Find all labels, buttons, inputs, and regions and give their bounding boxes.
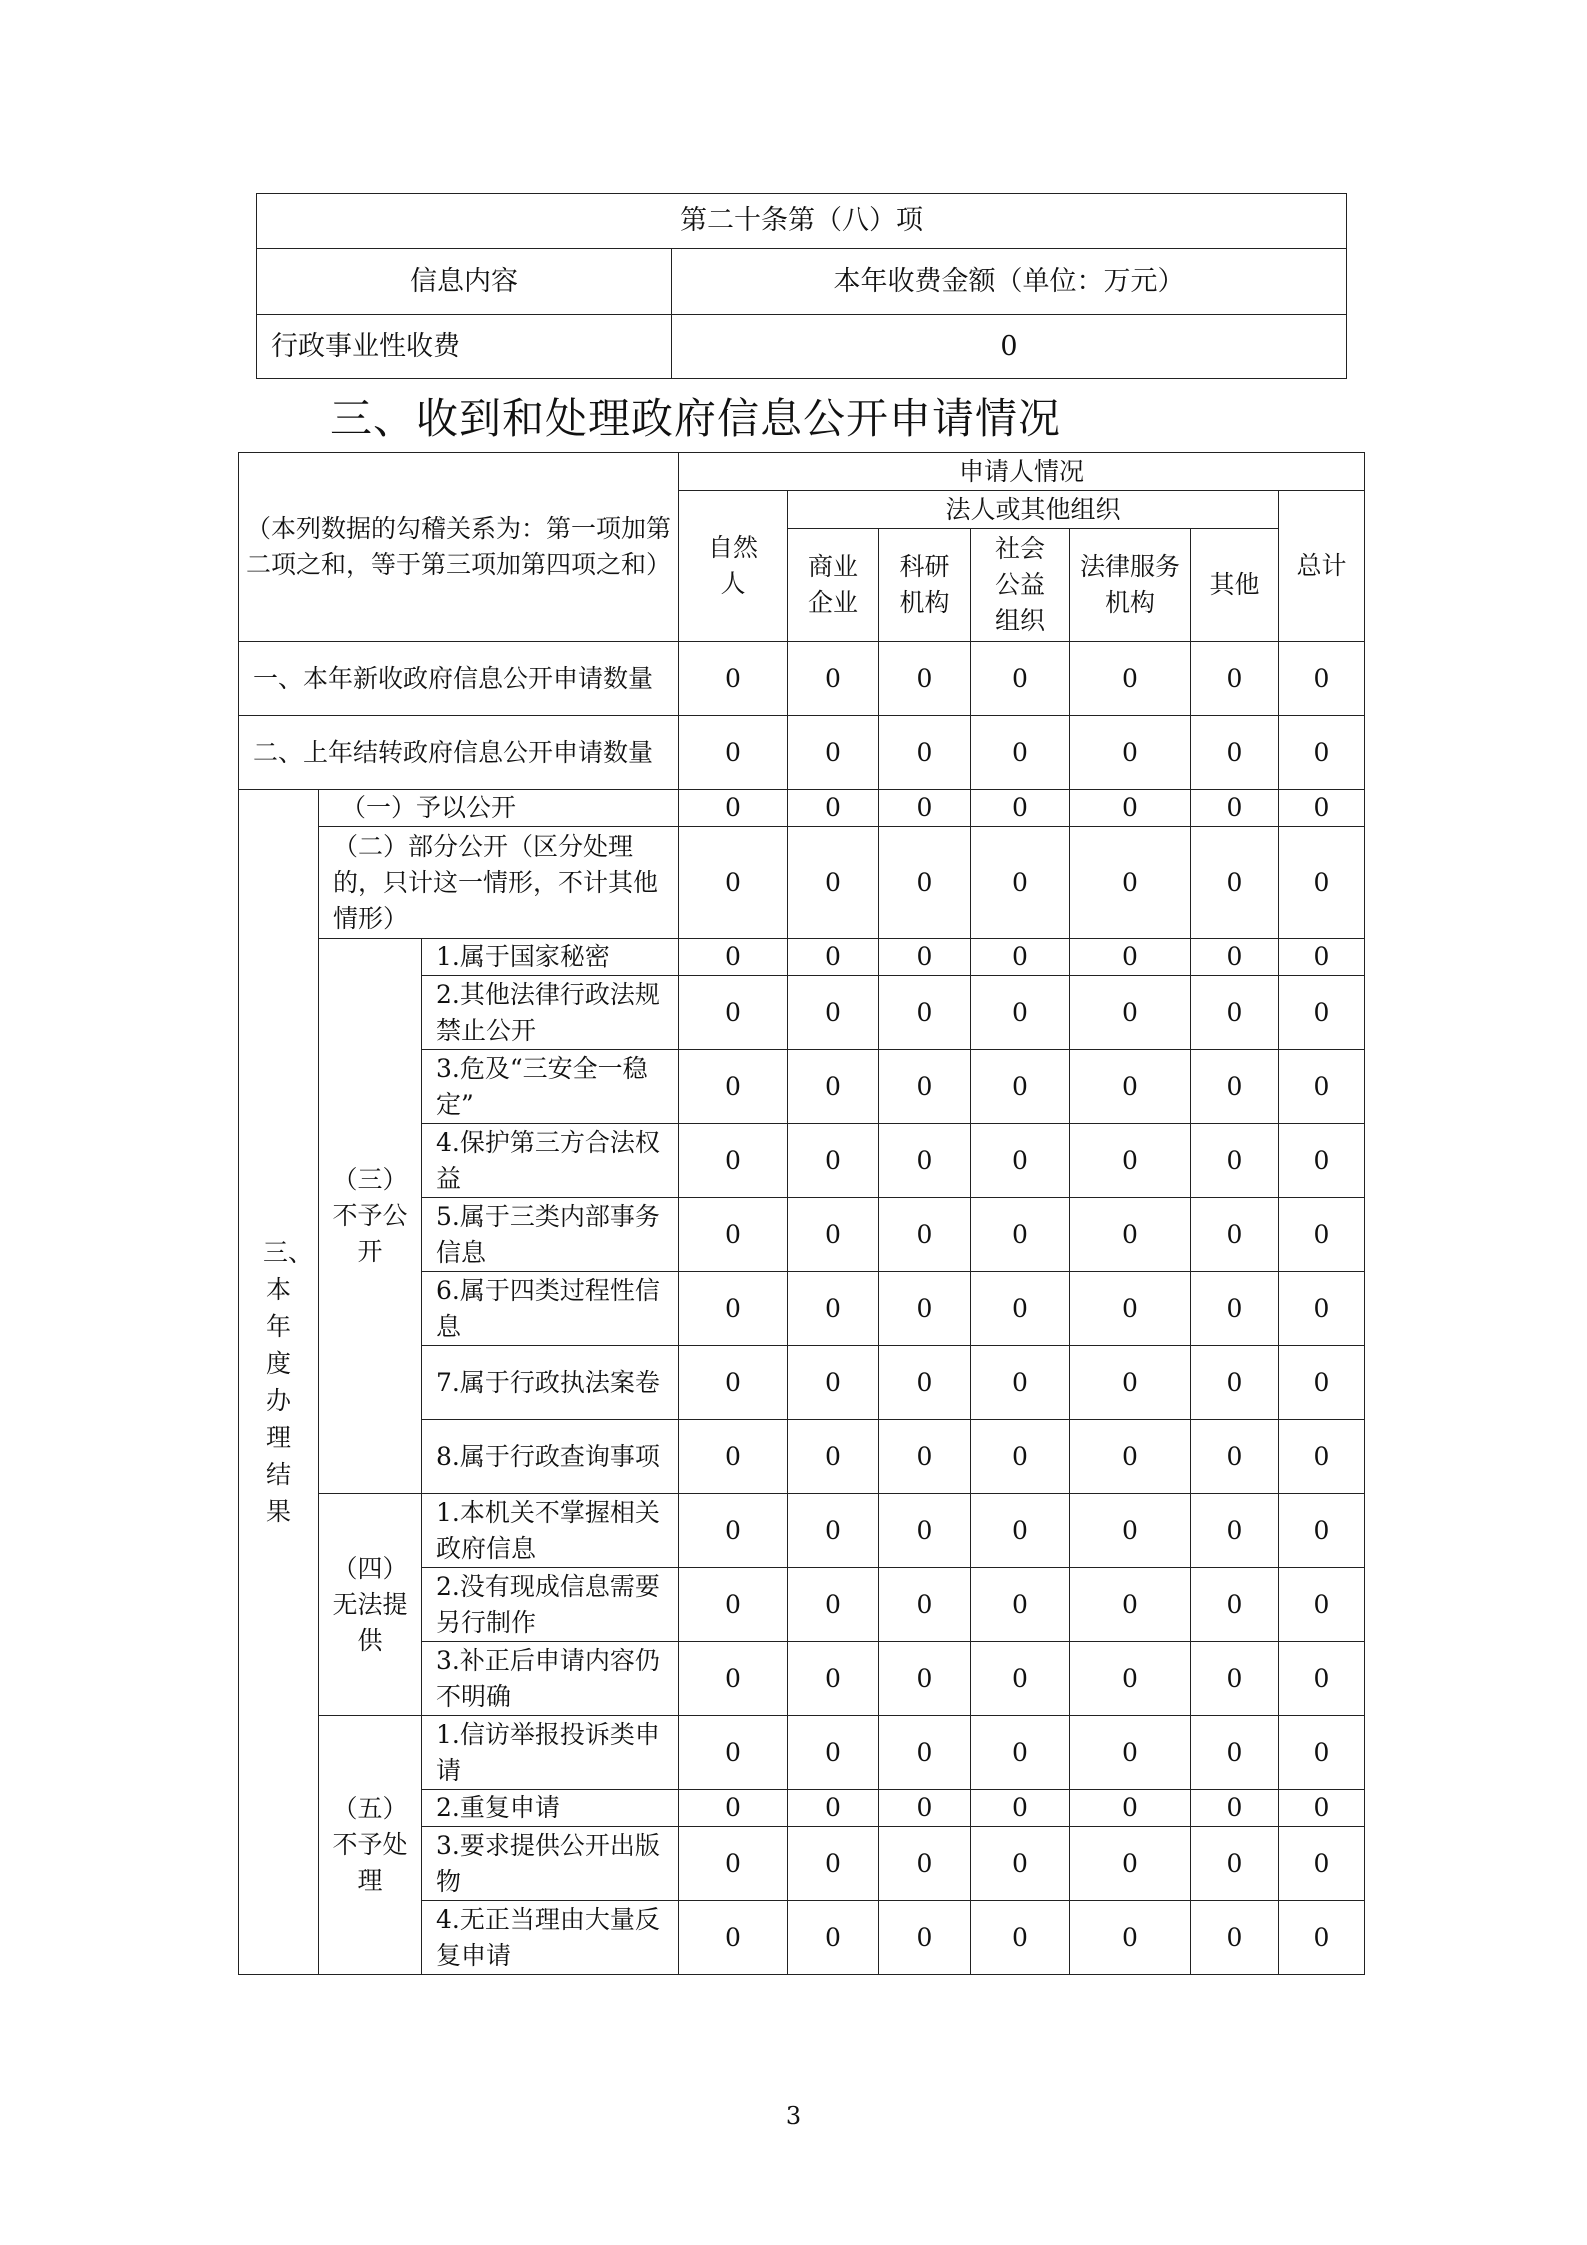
applicant-header: 申请人情况 xyxy=(679,453,1365,491)
value-cell: 0 xyxy=(1279,939,1365,976)
value-cell: 0 xyxy=(1191,1346,1279,1420)
value-cell: 0 xyxy=(1191,939,1279,976)
value-cell: 0 xyxy=(679,716,788,790)
fee-table xyxy=(256,193,1347,379)
value-cell: 0 xyxy=(788,1827,879,1901)
value-cell: 0 xyxy=(1191,1901,1279,1975)
value-cell: 0 xyxy=(879,939,971,976)
value-cell: 0 xyxy=(788,1346,879,1420)
value-cell: 0 xyxy=(971,642,1070,716)
value-cell: 0 xyxy=(1070,1050,1191,1124)
value-cell: 0 xyxy=(1191,716,1279,790)
value-cell: 0 xyxy=(971,716,1070,790)
value-cell: 0 xyxy=(1191,1494,1279,1568)
value-cell: 0 xyxy=(1070,790,1191,827)
value-cell: 0 xyxy=(1279,1827,1365,1901)
value-cell: 0 xyxy=(679,939,788,976)
value-cell: 0 xyxy=(679,1272,788,1346)
value-cell: 0 xyxy=(679,1790,788,1827)
value-cell: 0 xyxy=(788,1716,879,1790)
value-cell: 0 xyxy=(1070,1124,1191,1198)
value-cell: 0 xyxy=(971,827,1070,939)
value-cell: 0 xyxy=(788,716,879,790)
cat-not-open-label: （三）不予公开 xyxy=(319,939,422,1494)
value-cell: 0 xyxy=(1070,827,1191,939)
value-cell: 0 xyxy=(879,1642,971,1716)
value-cell: 0 xyxy=(971,1272,1070,1346)
value-cell: 0 xyxy=(879,716,971,790)
value-cell: 0 xyxy=(679,827,788,939)
fee-table-title: 第二十条第（八）项 xyxy=(257,194,1347,249)
legal-group-header: 法人或其他组织 xyxy=(788,491,1279,529)
col-research: 科研机构 xyxy=(879,529,971,642)
value-cell: 0 xyxy=(1070,1716,1191,1790)
value-cell: 0 xyxy=(679,1124,788,1198)
value-cell: 0 xyxy=(971,939,1070,976)
value-cell: 0 xyxy=(879,976,971,1050)
value-cell: 0 xyxy=(788,1568,879,1642)
value-cell: 0 xyxy=(1191,976,1279,1050)
page-number: 3 xyxy=(785,2102,802,2130)
value-cell: 0 xyxy=(1070,1420,1191,1494)
cat-no-process-label: （五）不予处理 xyxy=(319,1716,422,1975)
value-cell: 0 xyxy=(879,827,971,939)
value-cell: 0 xyxy=(1191,1272,1279,1346)
value-cell: 0 xyxy=(679,1420,788,1494)
value-cell: 0 xyxy=(1191,1050,1279,1124)
value-cell: 0 xyxy=(788,642,879,716)
value-cell: 0 xyxy=(679,1827,788,1901)
value-cell: 0 xyxy=(788,1642,879,1716)
value-cell: 0 xyxy=(971,1827,1070,1901)
value-cell: 0 xyxy=(1070,1642,1191,1716)
value-cell: 0 xyxy=(1279,827,1365,939)
value-cell: 0 xyxy=(879,1568,971,1642)
value-cell: 0 xyxy=(971,790,1070,827)
value-cell: 0 xyxy=(879,1272,971,1346)
value-cell: 0 xyxy=(788,790,879,827)
value-cell: 0 xyxy=(971,1568,1070,1642)
value-cell: 0 xyxy=(788,1901,879,1975)
value-cell: 0 xyxy=(788,976,879,1050)
table-row xyxy=(239,1716,1365,1790)
value-cell: 0 xyxy=(788,1272,879,1346)
value-cell: 0 xyxy=(1191,1420,1279,1494)
cat-cannot-label: （四）无法提供 xyxy=(319,1494,422,1716)
cannot-item: 2.没有现成信息需要另行制作 xyxy=(422,1568,679,1642)
value-cell: 0 xyxy=(1191,790,1279,827)
value-cell: 0 xyxy=(1070,1568,1191,1642)
no-process-item: 3.要求提供公开出版物 xyxy=(422,1827,679,1901)
value-cell: 0 xyxy=(879,1716,971,1790)
value-cell: 0 xyxy=(679,642,788,716)
value-cell: 0 xyxy=(971,1494,1070,1568)
value-cell: 0 xyxy=(788,1790,879,1827)
no-process-item: 2.重复申请 xyxy=(422,1790,679,1827)
value-cell: 0 xyxy=(1070,1198,1191,1272)
value-cell: 0 xyxy=(1279,642,1365,716)
table-row xyxy=(239,1494,1365,1568)
value-cell: 0 xyxy=(788,1198,879,1272)
value-cell: 0 xyxy=(879,1198,971,1272)
section-title: 三、收到和处理政府信息公开申请情况 xyxy=(330,394,1062,443)
value-cell: 0 xyxy=(971,1050,1070,1124)
fee-row-value: 0 xyxy=(672,315,1347,379)
value-cell: 0 xyxy=(1070,1346,1191,1420)
cannot-item: 3.补正后申请内容仍不明确 xyxy=(422,1642,679,1716)
value-cell: 0 xyxy=(879,1901,971,1975)
value-cell: 0 xyxy=(1279,1346,1365,1420)
col-public-welfare: 社会公益组织 xyxy=(971,529,1070,642)
value-cell: 0 xyxy=(679,1568,788,1642)
value-cell: 0 xyxy=(1191,1568,1279,1642)
not-open-item: 7.属于行政执法案卷 xyxy=(422,1346,679,1420)
value-cell: 0 xyxy=(679,790,788,827)
value-cell: 0 xyxy=(1279,1124,1365,1198)
value-cell: 0 xyxy=(1279,1272,1365,1346)
no-process-item: 1.信访举报投诉类申请 xyxy=(422,1716,679,1790)
cat-open-label: （一）予以公开 xyxy=(319,790,679,827)
value-cell: 0 xyxy=(1070,716,1191,790)
no-process-item: 4.无正当理由大量反复申请 xyxy=(422,1901,679,1975)
cannot-item: 1.本机关不掌握相关政府信息 xyxy=(422,1494,679,1568)
value-cell: 0 xyxy=(788,1124,879,1198)
value-cell: 0 xyxy=(1279,1568,1365,1642)
value-cell: 0 xyxy=(1191,1198,1279,1272)
value-cell: 0 xyxy=(679,976,788,1050)
value-cell: 0 xyxy=(1279,1494,1365,1568)
value-cell: 0 xyxy=(879,642,971,716)
value-cell: 0 xyxy=(971,1901,1070,1975)
value-cell: 0 xyxy=(879,1124,971,1198)
value-cell: 0 xyxy=(679,1716,788,1790)
value-cell: 0 xyxy=(679,1494,788,1568)
value-cell: 0 xyxy=(1279,1420,1365,1494)
value-cell: 0 xyxy=(1279,1716,1365,1790)
corner-note: （本列数据的勾稽关系为：第一项加第二项之和，等于第三项加第四项之和） xyxy=(239,453,679,642)
value-cell: 0 xyxy=(879,1494,971,1568)
not-open-item: 2.其他法律行政法规禁止公开 xyxy=(422,976,679,1050)
value-cell: 0 xyxy=(1070,939,1191,976)
value-cell: 0 xyxy=(788,1494,879,1568)
value-cell: 0 xyxy=(971,1642,1070,1716)
table-row xyxy=(239,790,1365,827)
value-cell: 0 xyxy=(788,827,879,939)
fee-col-amount: 本年收费金额（单位：万元） xyxy=(672,249,1347,315)
value-cell: 0 xyxy=(1279,1050,1365,1124)
result-section-label: 三、本年度办理结果 xyxy=(239,790,319,1975)
table-row xyxy=(239,827,1365,939)
value-cell: 0 xyxy=(679,1642,788,1716)
value-cell: 0 xyxy=(679,1198,788,1272)
value-cell: 0 xyxy=(1191,1790,1279,1827)
value-cell: 0 xyxy=(1070,1827,1191,1901)
value-cell: 0 xyxy=(1070,1790,1191,1827)
value-cell: 0 xyxy=(971,1716,1070,1790)
col-commercial: 商业企业 xyxy=(788,529,879,642)
table-row xyxy=(239,642,1365,716)
table-row xyxy=(239,939,1365,976)
value-cell: 0 xyxy=(879,1420,971,1494)
row-carry-label: 二、上年结转政府信息公开申请数量 xyxy=(239,716,679,790)
value-cell: 0 xyxy=(879,790,971,827)
col-total: 总计 xyxy=(1279,491,1365,642)
value-cell: 0 xyxy=(1191,1827,1279,1901)
value-cell: 0 xyxy=(1191,1124,1279,1198)
value-cell: 0 xyxy=(1070,1494,1191,1568)
not-open-item: 5.属于三类内部事务信息 xyxy=(422,1198,679,1272)
value-cell: 0 xyxy=(1279,1901,1365,1975)
application-stats-table xyxy=(238,452,1365,1975)
value-cell: 0 xyxy=(679,1901,788,1975)
value-cell: 0 xyxy=(971,1198,1070,1272)
value-cell: 0 xyxy=(788,1420,879,1494)
value-cell: 0 xyxy=(1070,1901,1191,1975)
row-new-label: 一、本年新收政府信息公开申请数量 xyxy=(239,642,679,716)
value-cell: 0 xyxy=(679,1050,788,1124)
col-natural-person: 自然人 xyxy=(679,491,788,642)
value-cell: 0 xyxy=(971,1790,1070,1827)
col-other: 其他 xyxy=(1191,529,1279,642)
value-cell: 0 xyxy=(1279,1198,1365,1272)
value-cell: 0 xyxy=(1279,1790,1365,1827)
value-cell: 0 xyxy=(971,1346,1070,1420)
value-cell: 0 xyxy=(1191,1716,1279,1790)
not-open-item: 6.属于四类过程性信息 xyxy=(422,1272,679,1346)
value-cell: 0 xyxy=(788,939,879,976)
value-cell: 0 xyxy=(1070,642,1191,716)
value-cell: 0 xyxy=(1279,716,1365,790)
value-cell: 0 xyxy=(679,1346,788,1420)
value-cell: 0 xyxy=(879,1346,971,1420)
value-cell: 0 xyxy=(1070,1272,1191,1346)
value-cell: 0 xyxy=(1191,1642,1279,1716)
value-cell: 0 xyxy=(879,1790,971,1827)
value-cell: 0 xyxy=(1070,976,1191,1050)
not-open-item: 1.属于国家秘密 xyxy=(422,939,679,976)
value-cell: 0 xyxy=(1279,1642,1365,1716)
value-cell: 0 xyxy=(1191,827,1279,939)
col-legal-service: 法律服务机构 xyxy=(1070,529,1191,642)
value-cell: 0 xyxy=(879,1050,971,1124)
value-cell: 0 xyxy=(1279,790,1365,827)
value-cell: 0 xyxy=(1279,976,1365,1050)
value-cell: 0 xyxy=(971,1420,1070,1494)
not-open-item: 8.属于行政查询事项 xyxy=(422,1420,679,1494)
not-open-item: 3.危及“三安全一稳定” xyxy=(422,1050,679,1124)
value-cell: 0 xyxy=(879,1827,971,1901)
value-cell: 0 xyxy=(1191,642,1279,716)
fee-col-item: 信息内容 xyxy=(257,249,672,315)
not-open-item: 4.保护第三方合法权益 xyxy=(422,1124,679,1198)
value-cell: 0 xyxy=(971,1124,1070,1198)
value-cell: 0 xyxy=(788,1050,879,1124)
value-cell: 0 xyxy=(971,976,1070,1050)
cat-partial-label: （二）部分公开（区分处理的，只计这一情形，不计其他情形） xyxy=(319,827,679,939)
table-row xyxy=(239,716,1365,790)
fee-row-label: 行政事业性收费 xyxy=(257,315,672,379)
